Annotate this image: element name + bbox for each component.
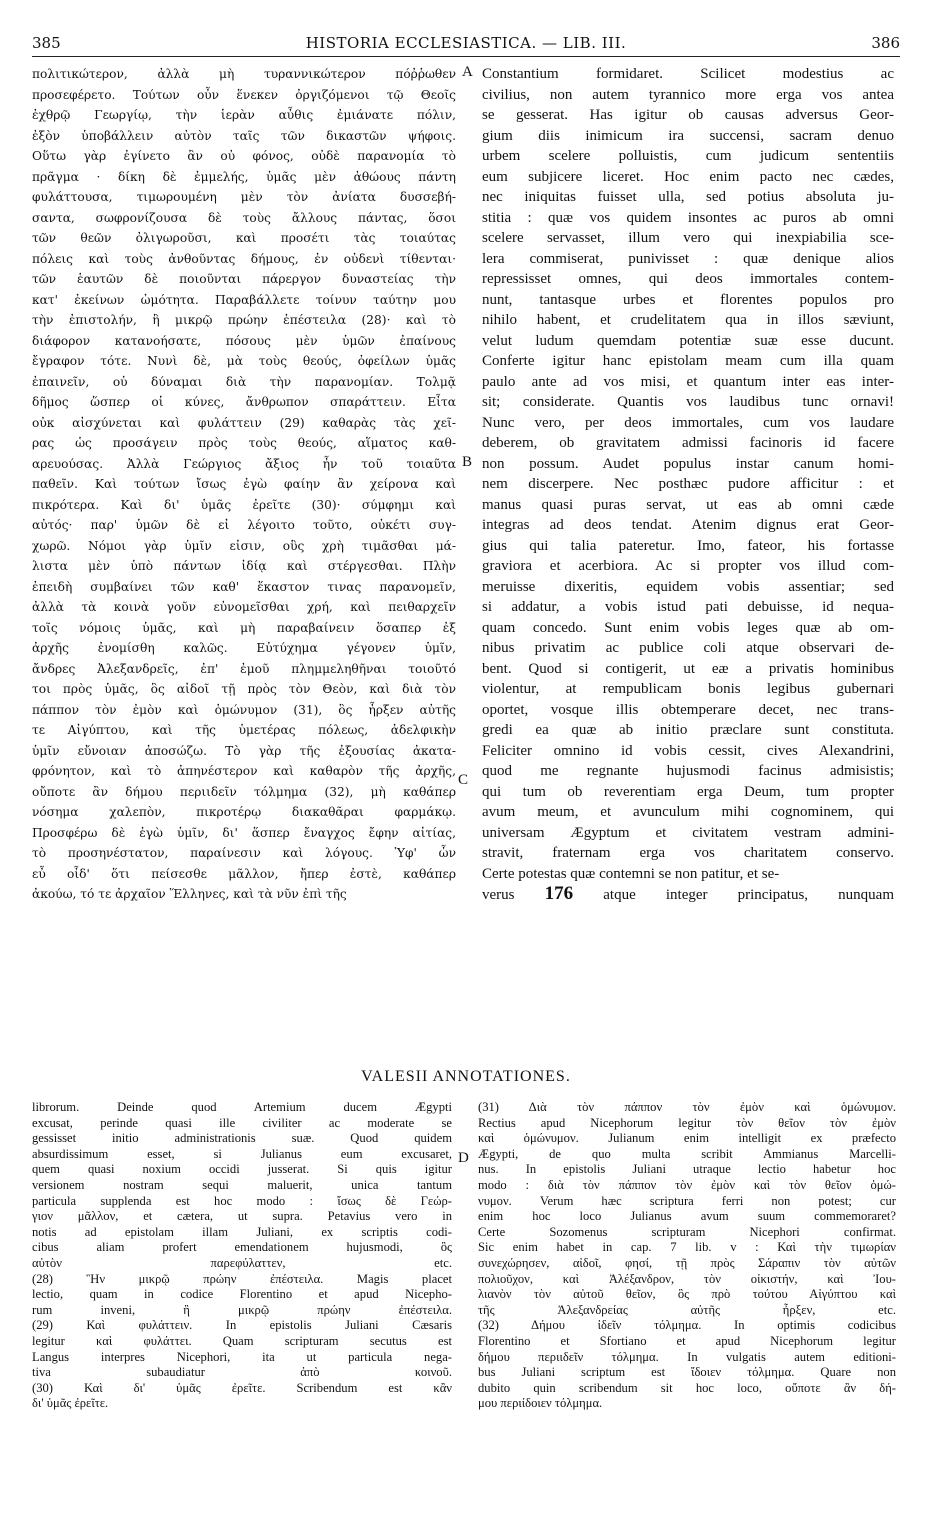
annotation-line: legitur καὶ φυλάττει. Quam scripturam secutus est [32, 1333, 452, 1348]
annotation-line: gessisset initio administrationis suæ. Quod quidem [32, 1131, 452, 1146]
annotation-line: notis ad epistolam illam Juliani, ex scriptis codi- [32, 1224, 452, 1239]
greek-text-line: ἀκούω, τό τε ἀρχαῖον Ἕλληνες, καὶ τὰ νῦν ἐπὶ τῆς [32, 887, 347, 901]
latin-text-line: graviora et acerbiora. Ac si propter vos illud com- [482, 558, 894, 574]
annotation-line: bus Juliani scriptum est ἴδοιεν τόλμημα. Quare non [478, 1365, 896, 1380]
greek-text-line: φρόνητον, καὶ τὸ ἀπηνέστερον καὶ καθαρὸν τῆς ἀρχῆς, [32, 764, 456, 778]
annotations-right-column [478, 1100, 896, 1412]
greek-text-line: Προσφέρω δὲ ἐγὼ ὑμῖν, δι' ἅσπερ ἔναγχος ἔφην αἰτίας, [32, 825, 456, 840]
annotation-line: (28) Ἣν μικρῷ πρώην ἐπέστειλα. Magis placet [32, 1271, 452, 1286]
latin-text-fragment: verus [482, 887, 545, 903]
greek-text-line: τε Αἰγύπτου, καὶ τῆς ὑμετέρας πόλεως, ἀδελφικὴν [32, 723, 456, 737]
annotation-line: νυμον. Verum hæc scriptura ferri non potest; cur [478, 1193, 896, 1208]
greek-text-line: ἀλλὰ τὰ κοινὰ γοῦν εὐνομεῖσθαι χρή, καὶ πειθαρχεῖν [32, 600, 456, 614]
latin-text-line: meruisse dixeritis, equidem vobis assentiar; sed [482, 578, 894, 595]
annotation-line: δι' ὑμᾶς ἐρεῖτε. [32, 1396, 109, 1411]
latin-text-line: se gesserat. Has igitur ob causas adversus Geor- [482, 107, 894, 123]
greek-text-column [32, 64, 456, 905]
latin-text-line: integras ad deos tendat. Atenim dignus erat Geor- [482, 517, 894, 533]
annotation-line: γιον μᾶλλον, et cætera, ut supra. Petavius vero in [32, 1209, 452, 1224]
greek-text-line: τοῖς νόμοις ὑμᾶς, καὶ μὴ παραβαίνειν ὅσαπερ ἐξ [32, 620, 456, 635]
annotation-line: enim hoc loco Julianus avum suum commemoraret? [478, 1209, 896, 1224]
latin-text-line: nibus privatim ac publice coli atque observari de- [482, 640, 894, 656]
annotation-line: συνεχώρησεν, αἰδοῖ, φησί, τῇ πρὸς Σάραπιν τὸν αὐτῶν [478, 1255, 896, 1270]
latin-text-line: manus quasi puras servat, ut eas ab omni cæde [482, 496, 894, 513]
greek-text-line: ἐχθρῷ Γεωργίῳ, τὴν ἱερὰν αὖθις ἐμιάνατε πόλιν, [32, 108, 456, 122]
running-title: HISTORIA ECCLESIASTICA. — LIB. III. [305, 34, 627, 52]
latin-text-line: stravit, fraternam erga vos charitatem conservo. [482, 845, 894, 861]
greek-text-line: προσεφέρετο. Τούτων οὖν ἕνεκεν ὀργιζόμενοι τῷ Θεοῖς [32, 87, 456, 102]
greek-text-line: τοι πρὸς ὑμᾶς, ὃς αἰδοῖ τῇ πρὸς τὸν Θεὸν, καὶ διὰ τὸν [32, 682, 456, 696]
margin-marker-d: D [458, 1150, 469, 1166]
annotation-line: μου περιίδοιεν τόλμημα. [478, 1396, 603, 1411]
latin-text-line: non possum. Audet populus instar canum homi- [482, 455, 894, 472]
latin-text-line: stitia : quæ vos quidem insontes ac puros ab omni [482, 209, 894, 226]
annotations-title: VALESII ANNOTATIONES. [361, 1068, 571, 1085]
latin-text-line: lera commiserat, punivisset : quæ denique alios [482, 250, 894, 267]
greek-text-line: Οὕτω γὰρ ἐγίνετο ἂν οὐ φόνος, οὐδὲ παρανομία τὸ [32, 149, 456, 163]
latin-text-line: civilius, non autem tyrannico more erga vos antea [482, 86, 894, 103]
annotation-line: (29) Καὶ φυλάττειν. In epistolis Juliani Cæsaris [32, 1318, 452, 1333]
annotation-line: modo : διὰ τὸν πάππον τὸν ἐμὸν καὶ τὸν θεῖον ὁμώ- [478, 1177, 896, 1192]
annotation-line: (31) Διὰ τὸν πάππον τὸν ἐμὸν καὶ ὁμώνυμον. [478, 1100, 896, 1114]
greek-text-line: πρᾶγμα · δίκη δὲ ἐμμελής, ὑμᾶς μὲν ἀθώους πάντη [32, 169, 456, 184]
annotation-line: nus. In epistolis Juliani utraque lectio habetur hoc [478, 1162, 896, 1177]
latin-text-line: sit; considerate. Quantis vos laudibus tunc ornavi! [482, 394, 894, 410]
latin-text-line: Nunc vero, per deos immortales, cum vos laudare [482, 414, 894, 431]
annotation-line: tiva subaudiatur ἀπὸ κοινοῦ. [32, 1365, 452, 1380]
annotation-line: librorum. Deinde quod Artemium ducem Ægypti [32, 1100, 452, 1114]
latin-text-line: gius qui talia pateretur. Imo, fateor, his fortasse [482, 537, 894, 554]
greek-text-line: πολιτικώτερον, ἀλλὰ μὴ τυραννικώτερον πόῤῥωθεν [32, 67, 456, 81]
greek-text-line: φυλάττουσα, τιμωρουμένη μὲν τὸν ἀνίατα δυσσεβή- [32, 190, 456, 204]
annotation-line: δήμου περιιδεῖν τόλμημα. In vulgatis autem editioni- [478, 1349, 896, 1364]
margin-marker-a: A [462, 64, 473, 80]
latin-text-line: paulo ante ad vos misi, et quantum inter eas inter- [482, 373, 894, 390]
latin-text-column [482, 64, 894, 905]
greek-text-line: τῶν ἑαυτῶν δὲ ποιοῦνται πάρεργον δυναστείας τὴν [32, 272, 456, 286]
latin-text-line: nec iniquitas fuisset ulla, sed potius absoluta ju- [482, 189, 894, 205]
greek-text-line: ἔγραφον τότε. Νυνὶ δὲ, μὰ τοὺς θεούς, ὀφείλων ὑμᾶς [32, 354, 456, 368]
annotation-line: τῆς Ἀλεξανδρείας αὐτῆς ἦρξεν, etc. [478, 1302, 896, 1317]
greek-text-line: τὸ προσηνέστατον, παραίνεσιν καὶ λόγους. Ὑφ' ὧν [32, 846, 456, 860]
annotation-line: Florentino et Sfortiano et apud Nicephorum legitur [478, 1333, 896, 1348]
latin-text-line: qui tum ob reverentiam erga Deum, tum propter [482, 783, 894, 800]
margin-marker-c: C [458, 772, 469, 788]
running-header [32, 34, 900, 57]
latin-text-line: universam Ægyptum et civitatem vestram admini- [482, 824, 894, 841]
annotation-line: Certe Sozomenus scripturam Nicephori confirmat. [478, 1224, 896, 1239]
annotation-line: dubito quin scribendum sit hoc loco, οὔποτε ἂν δή- [478, 1380, 896, 1395]
annotation-line: excusat, perinde quasi ille civiliter ac moderate se [32, 1115, 452, 1130]
greek-text-line: σαντα, σωφρονίζουσα δὲ τοὺς ἄλλους πάντας, ὅσοι [32, 210, 456, 225]
inline-page-number: 176 [544, 884, 574, 904]
latin-text-fragment: atque integer principatus, nunquam [573, 887, 894, 903]
latin-text-line: eum subjicere liceret. Hoc enim pacto nec cædes, [482, 168, 894, 185]
latin-text-line: nunt, tantasque urbes et florentes populos pro [482, 291, 894, 308]
annotation-line: rum inveni, ἣ μικρῷ πρώην ἐπέστειλα. [32, 1302, 452, 1317]
annotation-line: (30) Καὶ δι' ὑμᾶς ἐρεῖτε. Scribendum est κἂν [32, 1380, 452, 1395]
latin-text-line: quod me regnante hujusmodi facinus admisistis; [482, 763, 894, 779]
latin-text-line: urbem scelere polluistis, cum judicum sententiis [482, 148, 894, 164]
greek-text-line: κατ' ἐκείνων ὠμότητα. Παραβάλλετε τοίνυν ταύτην μου [32, 292, 456, 307]
annotations-left-column [32, 1100, 452, 1412]
latin-text-line: deberem, ob gravitatem admissi facinoris id facere [482, 435, 894, 451]
greek-text-line: οὔποτε ἂν δήμου περιιδεῖν τόλμημα (32), μὴ καθάπερ [32, 784, 456, 799]
latin-text-line: gredi ea quæ ab initio præclare sunt constituta. [482, 722, 894, 738]
annotation-line: πολιοῦχον, καὶ Ἀλέξανδρον, τὸν οἰκιστήν, καὶ Ἰου- [478, 1271, 896, 1286]
annotation-line: Sic enim habet in cap. 7 lib. v : Καὶ τὴν τιμωρίαν [478, 1240, 896, 1255]
greek-text-line: εὖ οἶδ' ὅτι πείσεσθε μᾶλλον, ἤπερ ἐστὲ, καθάπερ [32, 866, 456, 881]
annotation-line: cibus aliam profert emendationem hujusmodi, ὃς [32, 1240, 452, 1255]
latin-text-line: gium diis inimicum ira succensi, sacram denuo [482, 127, 894, 144]
greek-text-line: ἐξὸν ὑποβάλλειν αὐτὸν ταῖς τῶν δικαστῶν ψήφοις. [32, 128, 456, 143]
annotation-line: αὐτὸν παρεφύλαττεν, etc. [32, 1255, 452, 1270]
greek-text-line: ἄνδρες Ἀλεξανδρεῖς, ἐπ' ἐμοῦ πλημμεληθῆναι τοιοῦτό [32, 661, 456, 676]
latin-text-line: velut ludum quemdam potentiæ suæ esse ducunt. [482, 332, 894, 349]
greek-text-line: τῶν θεῶν ὀλιγωροῦσι, καὶ προσέτι τὰς τοιαύτας [32, 231, 456, 245]
latin-text-line: nihilo habent, et crudelitatem qua in illos sæviunt, [482, 312, 894, 328]
greek-text-line: πάππον τὸν ἐμὸν καὶ ὁμώνυμον (31), ὃς ἦρξεν αὐτῆς [32, 702, 456, 717]
greek-text-line: πικρότερα. Καὶ δι' ὑμᾶς ἐρεῖτε (30)· σύμφημι καὶ [32, 497, 456, 512]
latin-text-line: Feliciter omnino id vobis cessit, cives Alexandrini, [482, 742, 894, 759]
latin-text-line: si addatur, a vobis istud pati debuisse, id nequa- [482, 599, 894, 615]
margin-marker-b: B [462, 454, 473, 470]
annotation-line: λιανὸν τὸν αὐτοῦ θεῖον, ὃς πρὸ τούτου Αἰγύπτου καὶ [478, 1287, 896, 1302]
annotation-line: versionem nostram sequi maluerit, unica tantum [32, 1177, 452, 1192]
annotation-line: (32) Δήμου ἰδεῖν τόλμημα. In optimis codicibus [478, 1318, 896, 1333]
greek-text-line: οὐκ αἰσχύνεται καὶ φυλάττειν (29) καθαρὰς τὰς χεῖ- [32, 415, 456, 430]
latin-text-line: repressisset omnes, qui deos immortales contem- [482, 271, 894, 287]
greek-text-line: χωρῶ. Νόμοι γὰρ ὑμῖν εἰσιν, οὓς χρὴ τιμᾶσθαι μά- [32, 538, 456, 553]
greek-text-line: πόλεις καὶ τοὺς ἀνθοῦντας δήμους, ἐν οὐδενὶ τίθενται· [32, 251, 456, 266]
page-number-left: 385 [32, 34, 61, 52]
greek-text-line: παθεῖν. Καὶ τούτων ἴσως ἐγὼ φαίην ἂν χείρονα καὶ [32, 477, 456, 491]
latin-text-line: avum meum, et avunculum mihi cognominem, qui [482, 804, 894, 820]
annotation-line: quem quasi noxium occidi jusserat. Si quis igitur [32, 1162, 452, 1177]
page-number-right: 386 [871, 34, 900, 52]
greek-text-line: διάφορον κατανοήσατε, πόσους μὲν ὑμῶν ἐπαίνους [32, 333, 456, 348]
greek-text-line: αὐτός· παρ' ὑμῶν δὲ εἰ λέγοιτο τοῦτο, οὐκέτι συγ- [32, 518, 456, 532]
latin-text-line: bent. Quod si contigerit, ut eæ a privatis hominibus [482, 660, 894, 677]
latin-text-line: Conferte igitur hanc epistolam meam cum illa quam [482, 353, 894, 369]
latin-text-line: Constantium formidaret. Scilicet modestius ac [482, 66, 894, 82]
annotation-line: καὶ ὁμώνυμον. Julianum enim intelligit ex præfecto [478, 1131, 896, 1146]
annotation-line: absurdissimum esset, si Julianus eum excusaret, [32, 1146, 452, 1161]
latin-text-line: quam concedo. Sunt enim vobis leges quæ ab om- [482, 619, 894, 636]
annotation-line: Langus interpres Nicephori, ita ut particula nega- [32, 1349, 452, 1364]
greek-text-line: λιστα μὲν ὑπὸ πάντων ἰδίᾳ καὶ στέργεσθαι. Πλὴν [32, 559, 456, 573]
greek-text-line: αρευούσας. Ἀλλὰ Γεώργιος ἄξιος ἦν τοῦ τοιαῦτα [32, 456, 456, 471]
greek-text-line: ἐπειδὴ συμβαίνει τῶν καθ' ἕκαστον τινας παρανομεῖν, [32, 579, 456, 594]
latin-text-line: scelere servasset, illum vero qui inexpiabilia sce- [482, 230, 894, 246]
greek-text-line: τὴν ἐπιστολήν, ἣ μικρῷ πρώην ἐπέστειλα (28)· καὶ τὸ [32, 313, 456, 327]
latin-text-line: violentur, at rempublicam bonis legibus gubernari [482, 681, 894, 697]
annotation-line: Rectius apud Nicephorum legitur τὸν θεῖον τὸν ἐμὸν [478, 1115, 896, 1130]
greek-text-line: ἀρχῆς ἐνομίσθη καλῶς. Εὐτύχημα γέγονεν ὑμῖν, [32, 641, 456, 655]
annotation-line: Ægypti, de quo multa scribit Ammianus Marcelli- [478, 1146, 896, 1161]
greek-text-line: νόσημα χαλεπὸν, πικροτέρῳ διακαθᾶραι φαρμάκῳ. [32, 805, 456, 819]
greek-text-line: δῆμος ὥσπερ οἱ κύνες, ἄνθρωπον σπαράττειν. Εἶτα [32, 395, 456, 409]
latin-text-line: nem discerpere. Nec posthæc pudore afficitur : et [482, 476, 894, 492]
greek-text-line: ὑμῖν εὔνοιαν ἀποσώζω. Τὸ γὰρ τῆς ἐξουσίας ἀκατα- [32, 743, 456, 758]
latin-text-line [482, 884, 894, 905]
greek-text-line: ἐπαινεῖν, οὐ δύναμαι διὰ τὴν παρανομίαν. Τολμᾷ [32, 374, 456, 389]
annotation-line: particula supplenda est hoc modo : ἴσως δὲ Γεώρ- [32, 1193, 452, 1208]
greek-text-line: ρας ὡς προσάγειν πρὸς τοὺς θεούς, αἵματος καθ- [32, 436, 456, 450]
latin-text-line: oportet, vosque illis obtemperare decet, nec trans- [482, 701, 894, 718]
annotation-line: lectio, quam in codice Florentino et apud Nicepho- [32, 1287, 452, 1302]
latin-text-line: Certe potestas quæ contemni se non patitur, et se- [482, 865, 780, 882]
